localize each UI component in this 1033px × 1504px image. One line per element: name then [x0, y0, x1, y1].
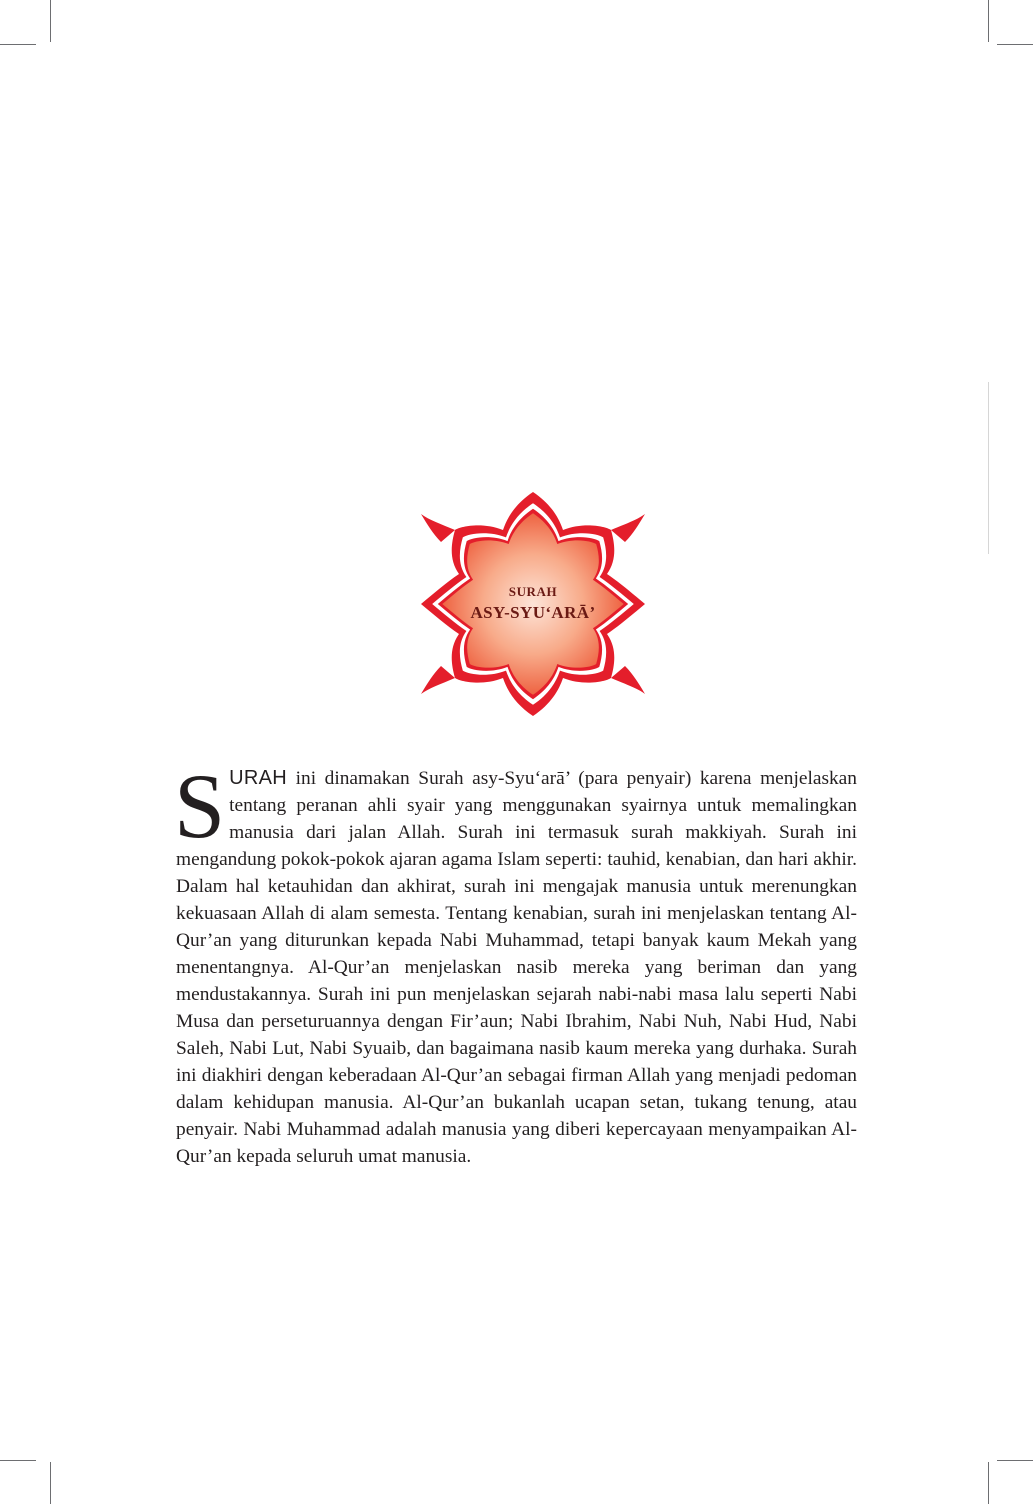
drop-cap: S	[174, 755, 226, 857]
registration-mark-right	[988, 382, 989, 554]
emblem-label-small: SURAH	[508, 584, 558, 599]
lead-small-caps: URAH	[229, 767, 288, 789]
crop-mark-top-left-vertical	[50, 0, 51, 42]
crop-mark-top-left-horizontal	[0, 44, 36, 45]
emblem-label-large: ASY-SYU‘ARĀ’	[470, 603, 596, 622]
paragraph-text: ini dinamakan Surah asy-Syu‘arā’ (para penyair) karena menjelaskan tentang peranan ahli syair yang menggunakan syairnya untuk memalingkan manusia dari jalan Allah. Surah ini termasuk surah makkiyah. Surah ini mengandung pokok-pokok ajaran agama Islam seperti: tauhid, kenabian, dan hari akhir. Dalam hal ketauhidan dan akhirat, surah ini mengajak manusia untuk merenungkan kekuasaan Allah di alam semesta. Tentang kenabian, surah ini menjelaskan tentang Al-Qur’an yang diturunkan kepada Nabi Muhammad, tetapi banyak kaum Mekah yang menentangnya. Al-Qur’an menjelaskan nasib mereka yang beriman dan yang mendustakannya. Surah ini pun menjelaskan sejarah nabi-nabi masa lalu seperti Nabi Musa dan perseturuannya dengan Fir’aun; Nabi Ibrahim, Nabi Nuh, Nabi Hud, Nabi Saleh, Nabi Lut, Nabi Syuaib, dan bagaimana nasib kaum mereka yang durhaka. Surah ini diakhiri dengan keberadaan Al-Qur’an sebagai firman Allah yang menjadi pedoman dalam kehidupan manusia. Al-Qur’an bukanlah ucapan setan, tukang tenung, atau penyair. Nabi Muhammad adalah manusia yang diberi kepercayaan menyampaikan Al-Qur’an kepada seluruh umat manusia.	[176, 768, 857, 1167]
surah-emblem	[413, 487, 653, 721]
crop-mark-bottom-left-vertical	[50, 1462, 51, 1504]
emblem-title	[413, 487, 653, 721]
crop-mark-bottom-right-horizontal	[997, 1460, 1033, 1461]
crop-mark-bottom-right-vertical	[988, 1462, 989, 1504]
crop-mark-top-right-vertical	[988, 0, 989, 42]
crop-mark-top-right-horizontal	[997, 44, 1033, 45]
surah-introduction-paragraph	[174, 755, 857, 1170]
crop-mark-bottom-left-horizontal	[0, 1460, 36, 1461]
